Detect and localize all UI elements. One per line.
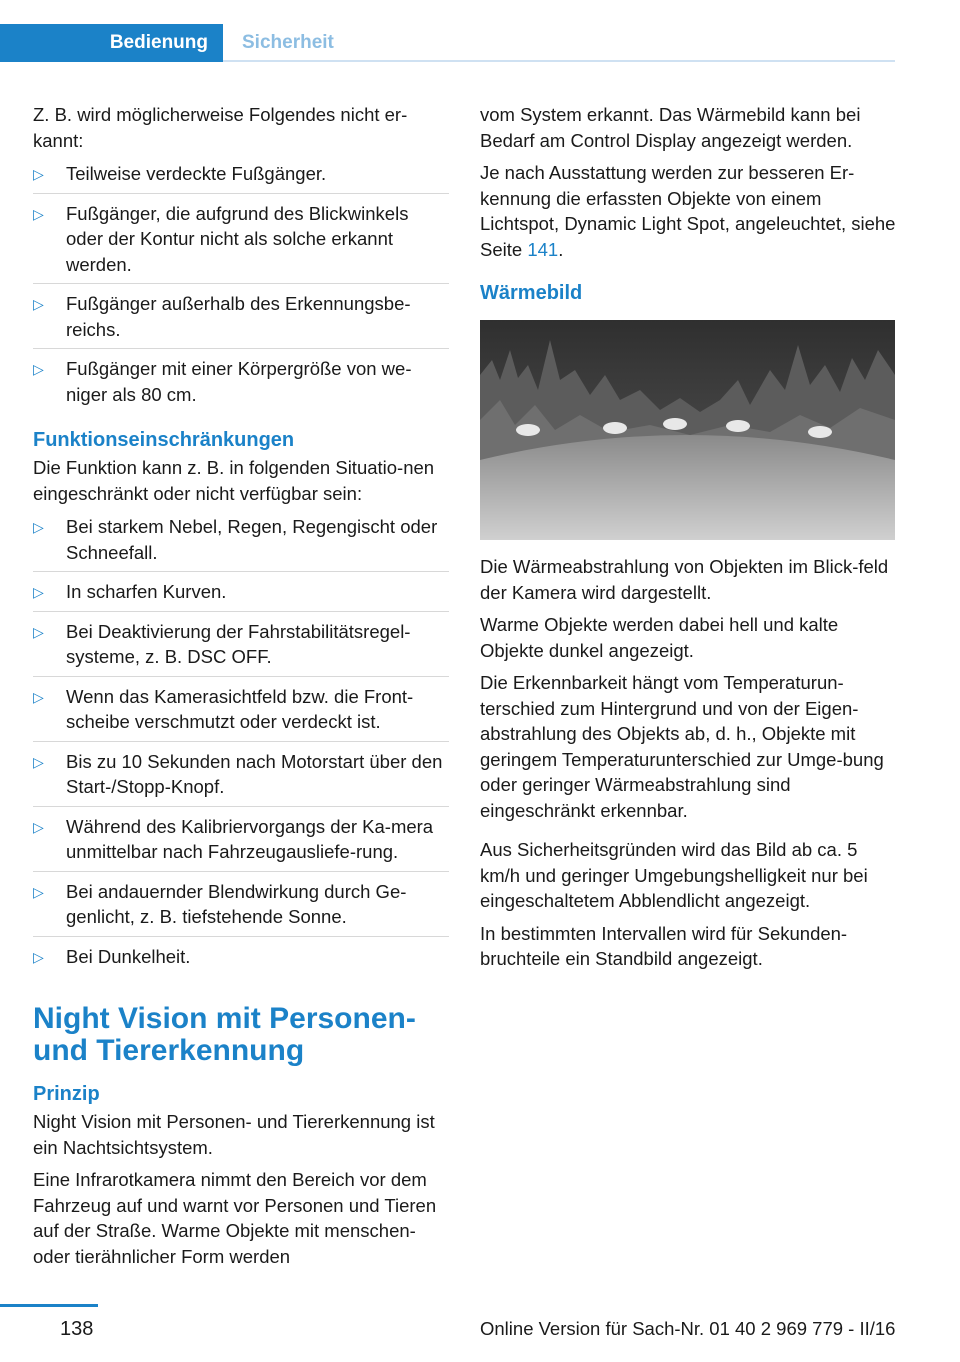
heading-night-vision: Night Vision mit Personen- und Tiererkennung [33,1002,416,1067]
heading-prinzip: Prinzip [33,1083,100,1105]
triangle-bullet-icon: ▷ [33,296,44,312]
not-detected-list [33,160,449,413]
right-text-3: Die Wärmeabstrahlung von Objekten im Blick‐feld der Kamera wird dargestellt. [480,556,889,603]
right-text-4: Warme Objekte werden dabei hell und kalte Objekte dunkel angezeigt. [480,614,839,661]
right-text-7: In bestimmten Intervallen wird für Sekunden‐bruchteile ein Standbild angezeigt. [480,922,848,969]
right-text-2: Je nach Ausstattung werden zur besseren Er‐kennung die erfassten Objekte von einem Lichtspot, Dynamic Light Spot, angeleuchtet, siehe Seite 141. [480,162,896,260]
triangle-bullet-icon: ▷ [33,623,44,640]
list-item: ▷ Bei Deaktivierung der Fahrstabilitätsregel‐systeme, z. B. DSC OFF. [33,618,449,677]
list-item: ▷ Bei andauernder Blendwirkung durch Ge‐genlicht, z. B. tiefstehende Sonne. [33,878,449,937]
limitations-list [33,513,449,975]
tab-bedienung[interactable]: Bedienung [0,24,223,62]
online-version-note: Online Version für Sach-Nr. 01 40 2 969 779 - II/16 [480,1318,896,1339]
page-link-141[interactable]: 141 [527,238,559,260]
heading-waermebild: Wärmebild [480,282,583,304]
list-item: ▷ Bei starkem Nebel, Regen, Regengischt oder Schneefall. [33,513,449,572]
right-text-6: Aus Sicherheitsgründen wird das Bild ab ca. 5 km/h und geringer Umgebungshelligkeit nur bei eingeschaltetem Abblendlicht angezeigt. [480,839,868,911]
list-item: ▷ Wenn das Kamerasichtfeld bzw. die Front‐scheibe verschmutzt oder verdeckt ist. [33,683,449,742]
triangle-bullet-icon: ▷ [33,519,44,535]
triangle-bullet-icon: ▷ [33,166,44,182]
triangle-bullet-icon: ▷ [33,688,44,705]
left-column [33,102,449,1276]
right-column [480,102,896,979]
triangle-bullet-icon: ▷ [33,818,44,835]
prinzip-text-2: Eine Infrarotkamera nimmt den Bereich vor dem Fahrzeug auf und warnt vor Personen und Tieren auf der Straße. Warme Objekte mit menschen- oder tierähnlicher Form werden [33,1169,437,1267]
right-text-1: vom System erkannt. Das Wärmebild kann bei Bedarf am Control Display angezeigt werden. [480,104,861,151]
funktion-text: Die Funktion kann z. B. in folgenden Situatio‐nen eingeschränkt oder nicht verfügbar sein: [33,457,435,504]
intro-text: Z. B. wird möglicherweise Folgendes nicht er‐kannt: [33,104,408,151]
triangle-bullet-icon: ▷ [33,361,44,377]
thermal-image [480,320,895,540]
list-item: ▷ Fußgänger, die aufgrund des Blickwinkels oder der Kontur nicht als solche erkannt werden. [33,200,449,285]
list-item: ▷ Während des Kalibriervorgangs der Ka‐mera unmittelbar nach Fahrzeugausliefe‐rung. [33,813,449,872]
list-item: ▷ Fußgänger mit einer Körpergröße von we‐niger als 80 cm. [33,358,412,405]
page-number: 138 [60,1318,94,1340]
prinzip-text-1: Night Vision mit Personen- und Tiererkennung ist ein Nachtsichtsystem. [33,1111,435,1158]
triangle-bullet-icon: ▷ [33,205,44,222]
list-item: ▷ Teilweise verdeckte Fußgänger. [33,160,449,194]
triangle-bullet-icon: ▷ [33,753,44,770]
right-text-5: Die Erkennbarkeit hängt vom Temperaturun‐terschied zum Hintergrund und von der Eigen‐abstrahlung des Objekts ab, d. h., Objekte mit geringem Temperaturunterschied zur Umge‐bung oder geringer Wärmeabstrahlung sind eingeschränkt erkennbar. [480,672,884,821]
triangle-bullet-icon: ▷ [33,584,44,600]
tab-underline [223,60,895,62]
list-item: ▷ Bis zu 10 Sekunden nach Motorstart über den Start-/Stopp-Knopf. [33,748,449,807]
heading-funktionseinschraenkungen: Funktionseinschränkungen [33,429,295,451]
list-item: ▷ Fußgänger außerhalb des Erkennungsbe‐reichs. [33,290,449,349]
tab-sicherheit[interactable]: Sicherheit [242,32,334,53]
list-item: ▷ In scharfen Kurven. [33,578,449,612]
triangle-bullet-icon: ▷ [33,883,44,900]
triangle-bullet-icon: ▷ [33,948,44,965]
footer-accent-line [0,1304,98,1307]
list-item: ▷ Bei Dunkelheit. [33,943,449,976]
chapter-tabbar [0,24,895,62]
